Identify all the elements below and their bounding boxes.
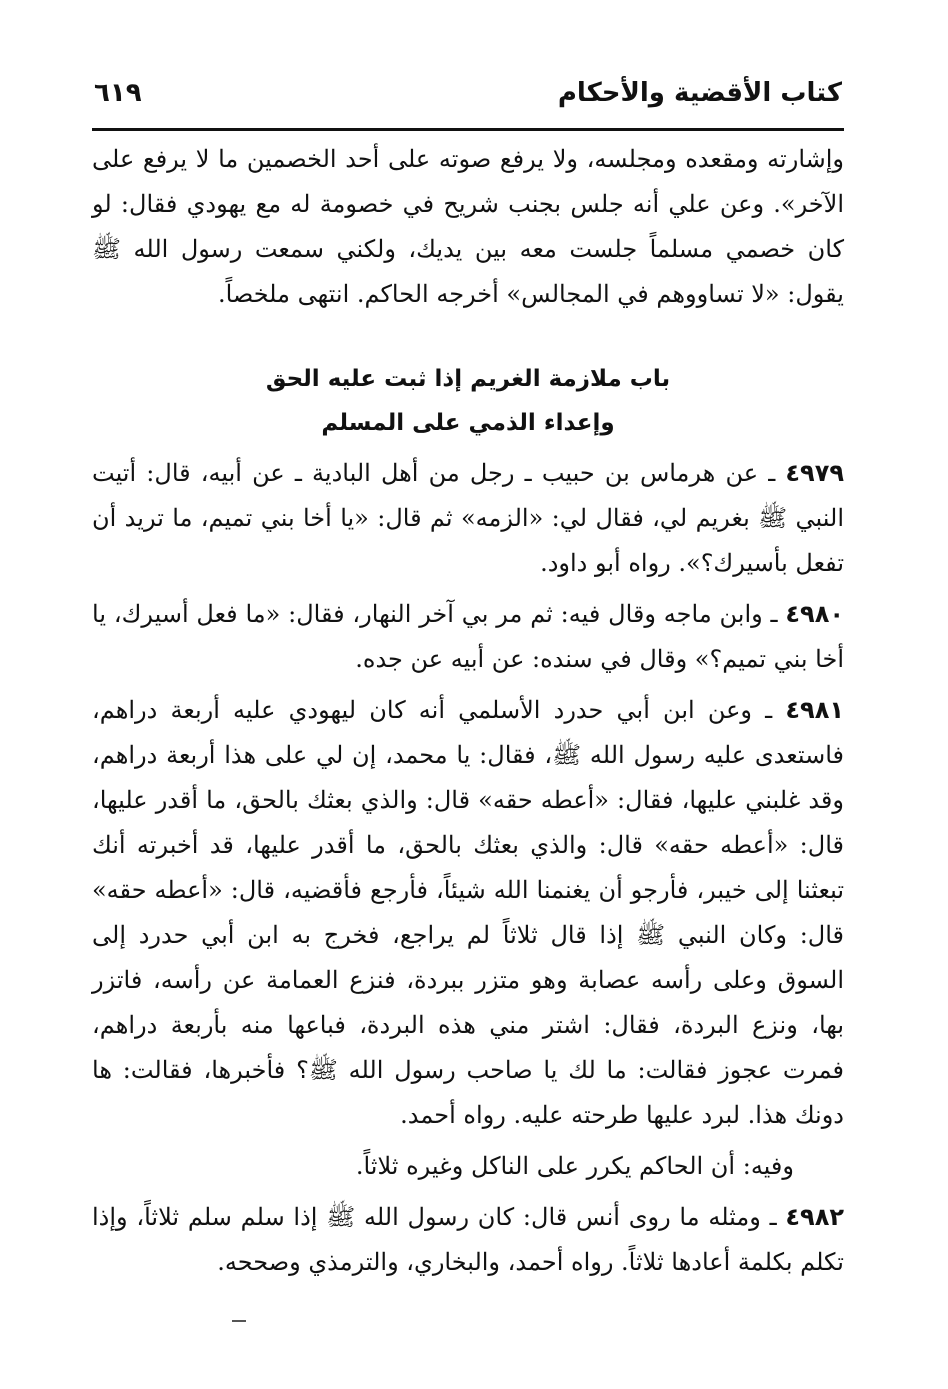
section-heading: [92, 357, 844, 445]
intro-paragraph: وإشارته ومقعده ومجلسه، ولا يرفع صوته على أحد الخصمين ما لا يرفع على الآخر». وعن علي أنه جلس بجنب شريح في خصومة له مع يهودي فقال: لو كان خصمي مسلماً جلست معه بين يديك، ولكني سمعت رسول الله ﷺ يقول: «لا تساووهم في المجالس» أخرجه الحاكم. انتهى ملخصاً.: [92, 145, 844, 308]
hadith-number: ٤٩٨٠: [785, 600, 844, 628]
hadith-number: ٤٩٨٢: [785, 1203, 844, 1231]
hadith-4981: [92, 688, 844, 1138]
commentary-note: وفيه: أن الحاكم يكرر على الناكل وغيره ثلاثاً.: [355, 1152, 794, 1180]
section-heading-line-2: وإعداء الذمي على المسلم: [321, 410, 615, 436]
hadith-4982: [92, 1195, 844, 1285]
hadith-number: ٤٩٨١: [785, 696, 844, 724]
hadith-text: ـ عن هرماس بن حبيب ـ رجل من أهل البادية ـ عن أبيه، قال: أتيت النبي ﷺ بغريم لي، فقال لي: «الزمه» ثم قال: «يا أخا بني تميم، ما تريد أن تفعل بأسيرك؟». رواه أبو داود.: [92, 459, 844, 577]
page-header: [92, 78, 844, 131]
page-number: ٦١٩: [94, 78, 142, 108]
hadith-text: ـ ومثله ما روى أنس قال: كان رسول الله ﷺ إذا سلم سلم ثلاثاً، وإذا تكلم بكلمة أعادها ثلاثاً. رواه أحمد، والبخاري، والترمذي وصححه.: [92, 1203, 844, 1276]
section-heading-line-1: باب ملازمة الغريم إذا ثبت عليه الحق: [265, 366, 671, 392]
hadith-4980: [92, 592, 844, 682]
hadith-4979: [92, 451, 844, 586]
hadith-number: ٤٩٧٩: [785, 459, 844, 487]
hadith-text: ـ وابن ماجه وقال فيه: ثم مر بي آخر النهار، فقال: «ما فعل أسيرك، يا أخا بني تميم؟» وقال في سنده: عن أبيه عن جده.: [92, 600, 844, 673]
book-title: كتاب الأقضية والأحكام: [557, 78, 842, 108]
footer-mark: [232, 1320, 246, 1322]
book-page: [92, 78, 844, 1285]
hadith-text: ـ وعن ابن أبي حدرد الأسلمي أنه كان ليهودي عليه أربعة دراهم، فاستعدى عليه رسول الله ﷺ، فقال: يا محمد، إن لي على هذا أربعة دراهم، وقد غلبني عليها، فقال: «أعطه حقه» قال: والذي بعثك بالحق، ما أقدر عليها، قال: «أعطه حقه» قال: والذي بعثك بالحق، ما أقدر عليها، قد أخبرته أنك تبعثنا إلى خيبر، فأرجو أن يغنمنا الله شيئاً، فأرجع فأقضيه، قال: «أعطه حقه» قال: وكان النبي ﷺ إذا قال ثلاثاً لم يراجع، فخرج به ابن أبي حدرد إلى السوق وعلى رأسه عصابة وهو متزر ببردة، فنزع العمامة عن رأسه، فاتزر بها، ونزع البردة، فقال: اشتر مني هذه البردة، فباعها منه بأربعة دراهم، فمرت عجوز فقالت: ما لك يا صاحب رسول الله ﷺ؟ فأخبرها، فقالت: ها دونك هذا. لبرد عليها طرحته عليه. رواه أحمد.: [92, 696, 844, 1129]
